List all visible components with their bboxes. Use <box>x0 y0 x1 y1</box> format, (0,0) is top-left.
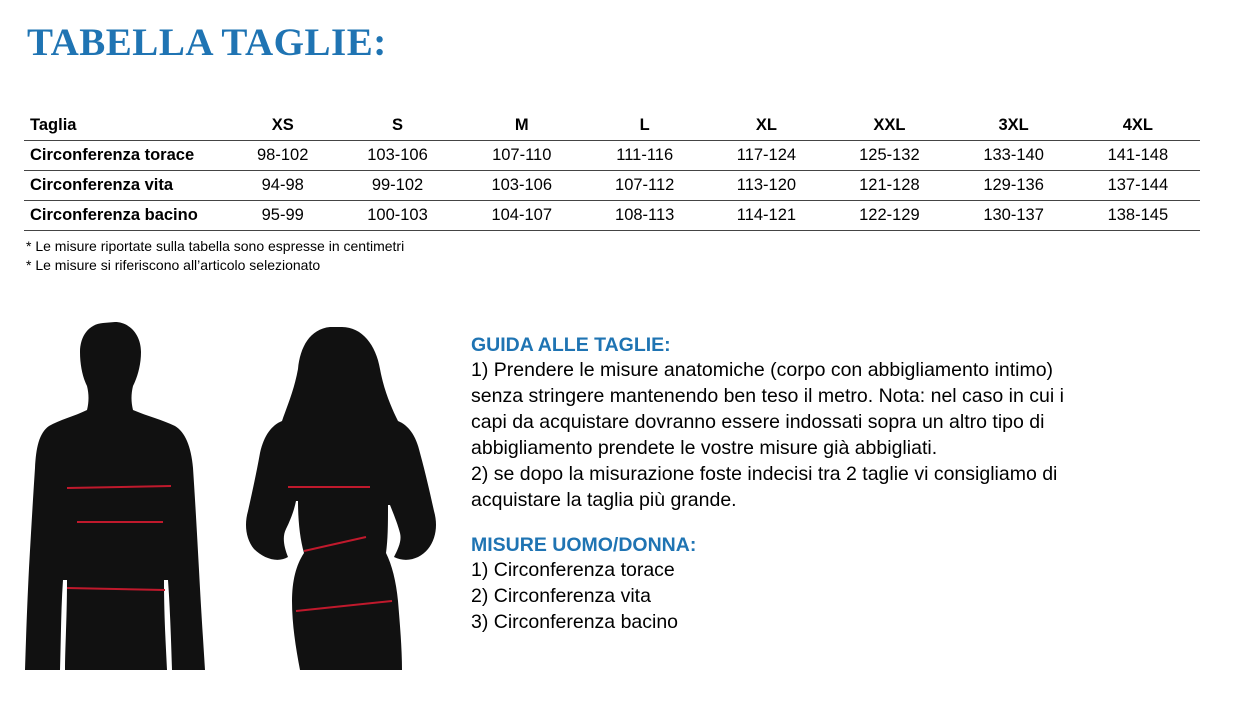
table-cell: 141-148 <box>1107 146 1169 164</box>
table-cell: 113-120 <box>736 176 797 194</box>
row-label: Circonferenza vita <box>30 176 174 194</box>
size-table <box>24 110 1200 231</box>
table-cell: 98-102 <box>257 146 309 164</box>
guide-line: 1) Prendere le misure anatomiche (corpo con abbigliamento intimo) <box>471 359 1054 381</box>
male-silhouette-illustration <box>25 318 205 670</box>
table-header: 3XL <box>998 115 1029 134</box>
female-silhouette-illustration <box>242 325 438 670</box>
table-cell: 117-124 <box>736 146 797 164</box>
guide-line: acquistare la taglia più grande. <box>471 489 737 511</box>
male-body <box>25 322 205 670</box>
table-cell: 129-136 <box>983 176 1044 194</box>
table-cell: 121-128 <box>859 176 920 194</box>
measure-item: 3) Circonferenza bacino <box>471 611 679 633</box>
table-cell: 133-140 <box>983 146 1044 164</box>
page-title: TABELLA TAGLIE: <box>27 21 387 64</box>
table-cell: 114-121 <box>736 206 797 224</box>
measures-heading: MISURE UOMO/DONNA: <box>471 534 697 556</box>
measure-item: 1) Circonferenza torace <box>471 559 675 581</box>
table-cell: 103-106 <box>367 146 428 164</box>
table-header: Taglia <box>30 115 77 134</box>
table-cell: 94-98 <box>261 176 304 194</box>
table-cell: 107-110 <box>492 146 552 164</box>
table-cell: 107-112 <box>615 176 675 194</box>
row-label: Circonferenza torace <box>30 146 195 164</box>
table-cell: 130-137 <box>983 206 1044 224</box>
table-cell: 108-113 <box>615 206 675 224</box>
guide-line: senza stringere mantenendo ben teso il metro. Nota: nel caso in cui i <box>471 385 1064 407</box>
size-guide-section <box>471 333 1211 635</box>
female-body <box>246 327 436 670</box>
footnote: * Le misure si riferiscono all’articolo selezionato <box>26 257 321 273</box>
table-cell: 99-102 <box>371 176 424 194</box>
table-header: S <box>392 115 404 134</box>
table-row <box>24 171 1200 201</box>
table-header: M <box>514 115 529 134</box>
table-cell: 95-99 <box>261 206 304 224</box>
table-cell: 103-106 <box>491 176 553 194</box>
table-cell: 125-132 <box>859 146 920 164</box>
table-header-row <box>24 110 1200 141</box>
table-row <box>24 141 1200 171</box>
measure-item: 2) Circonferenza vita <box>471 585 651 607</box>
table-header: XXL <box>873 115 906 134</box>
table-row <box>24 201 1200 231</box>
guide-line: abbigliamento prendete le vostre misure già abbigliati. <box>471 437 938 459</box>
table-header: XS <box>271 115 294 134</box>
row-label: Circonferenza bacino <box>30 206 198 224</box>
table-cell: 138-145 <box>1107 206 1169 224</box>
table-cell: 111-116 <box>616 146 674 164</box>
guide-line: capi da acquistare dovranno essere indossati sopra un altro tipo di <box>471 411 1045 433</box>
table-header: XL <box>755 115 777 134</box>
table-header: L <box>639 115 650 134</box>
table-cell: 100-103 <box>367 206 428 224</box>
footnotes <box>26 237 404 275</box>
footnote: * Le misure riportate sulla tabella sono espresse in centimetri <box>26 238 405 254</box>
table-cell: 137-144 <box>1107 176 1169 194</box>
table-cell: 104-107 <box>491 206 553 224</box>
guide-heading: GUIDA ALLE TAGLIE: <box>471 334 671 356</box>
guide-line: 2) se dopo la misurazione foste indecisi tra 2 taglie vi consigliamo di <box>471 463 1058 485</box>
table-header: 4XL <box>1122 115 1153 134</box>
table-cell: 122-129 <box>859 206 920 224</box>
